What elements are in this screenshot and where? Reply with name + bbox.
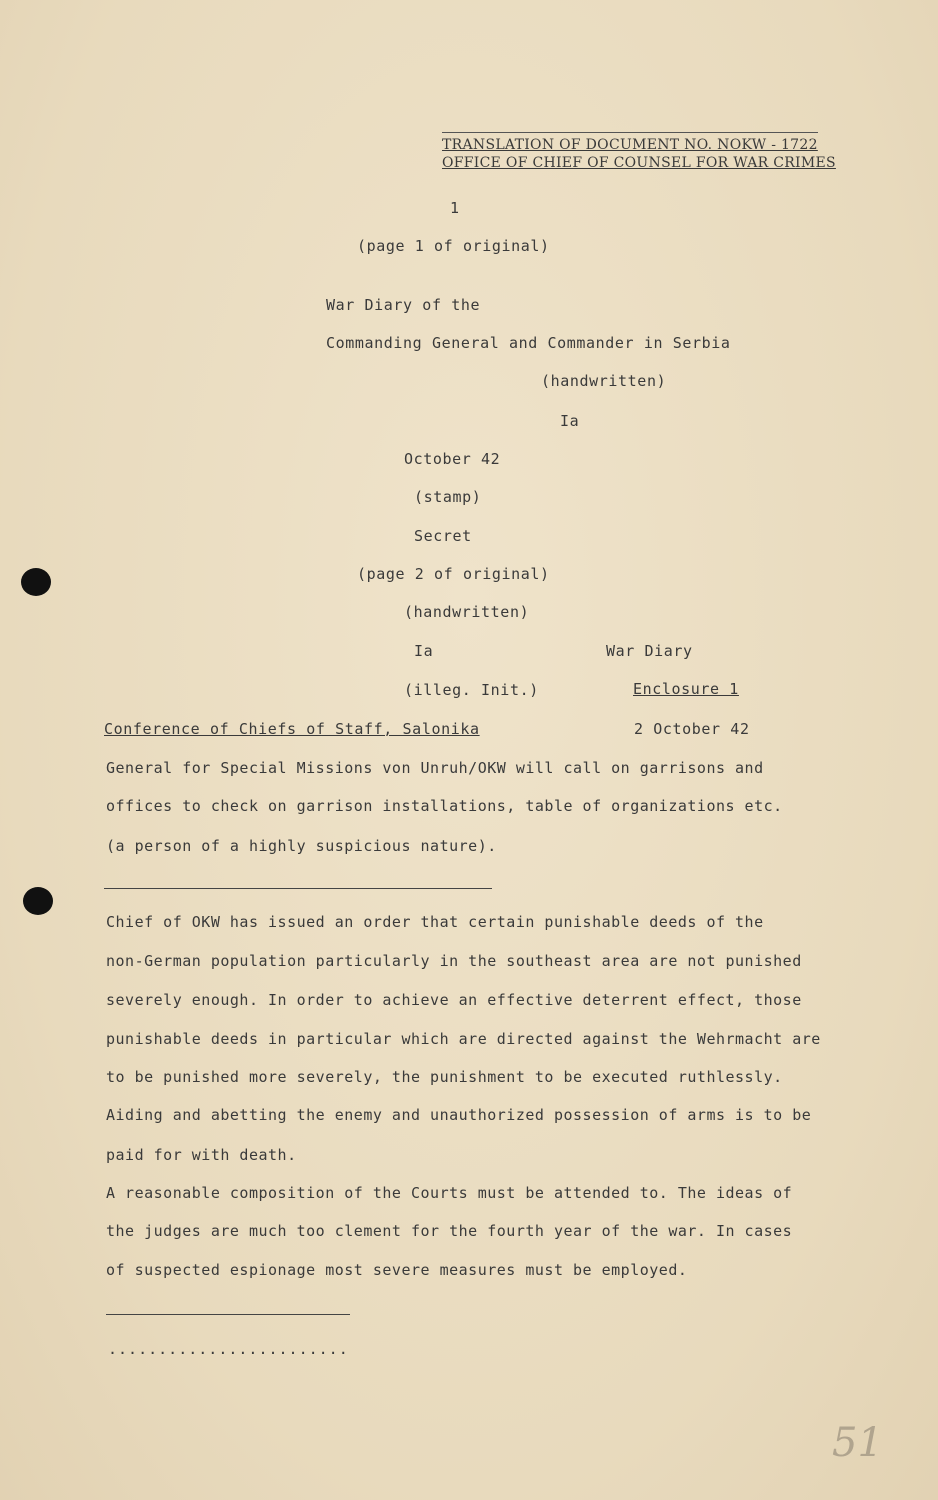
punch-hole-top — [21, 568, 51, 596]
paragraph-2-line-4: punishable deeds in particular which are directed against the Wehrmacht are — [106, 1030, 821, 1048]
ia-label-2: Ia — [414, 642, 434, 660]
handwritten-note-1: (handwritten) — [541, 372, 667, 390]
dotted-line: ........................ — [108, 1340, 349, 1358]
conference-date: 2 October 42 — [634, 720, 750, 738]
paragraph-2-line-2: non-German population particularly in the southeast area are not punished — [106, 952, 802, 970]
page1-note: (page 1 of original) — [357, 237, 550, 255]
punch-hole-bottom — [23, 887, 53, 915]
paragraph-1-line-3: (a person of a highly suspicious nature). — [106, 837, 497, 855]
header-rule — [442, 132, 818, 133]
page-number: 1 — [450, 199, 460, 217]
section-divider-2 — [106, 1314, 350, 1315]
conference-heading: Conference of Chiefs of Staff, Salonika — [104, 720, 480, 738]
section-divider-1 — [104, 888, 492, 889]
paragraph-3-line-3: of suspected espionage most severe measures must be employed. — [106, 1261, 688, 1279]
handwritten-page-number: 51 — [832, 1420, 883, 1466]
title-line-2: Commanding General and Commander in Serbia — [326, 334, 731, 352]
title-line-1: War Diary of the — [326, 296, 481, 314]
paragraph-2-line-1: Chief of OKW has issued an order that certain punishable deeds of the — [106, 913, 764, 931]
header-translation-line: TRANSLATION OF DOCUMENT NO. NOKW - 1722 — [442, 137, 818, 153]
secret-label: Secret — [414, 527, 472, 545]
document-header — [442, 132, 840, 171]
ia-label-1: Ia — [560, 412, 580, 430]
paragraph-1-line-2: offices to check on garrison installations, table of organizations etc. — [106, 797, 783, 815]
illegible-initials: (illeg. Init.) — [404, 681, 539, 699]
paragraph-1-line-1: General for Special Missions von Unruh/OKW will call on garrisons and — [106, 759, 764, 777]
enclosure-label: Enclosure 1 — [633, 680, 739, 698]
month-label: October 42 — [404, 450, 501, 468]
paragraph-3-line-2: the judges are much too clement for the fourth year of the war. In cases — [106, 1222, 793, 1240]
paragraph-2-line-5: to be punished more severely, the punishment to be executed ruthlessly. — [106, 1068, 783, 1086]
paragraph-2-line-3: severely enough. In order to achieve an effective deterrent effect, those — [106, 991, 802, 1009]
handwritten-note-2: (handwritten) — [404, 603, 530, 621]
header-office-line: OFFICE OF CHIEF OF COUNSEL FOR WAR CRIMES — [442, 155, 836, 171]
paragraph-2-line-7: paid for with death. — [106, 1146, 297, 1164]
paragraph-3-line-1: A reasonable composition of the Courts must be attended to. The ideas of — [106, 1184, 793, 1202]
stamp-label: (stamp) — [414, 488, 482, 506]
page2-note: (page 2 of original) — [357, 565, 550, 583]
war-diary-label: War Diary — [606, 642, 693, 660]
paragraph-2-line-6: Aiding and abetting the enemy and unauthorized possession of arms is to be — [106, 1106, 812, 1124]
